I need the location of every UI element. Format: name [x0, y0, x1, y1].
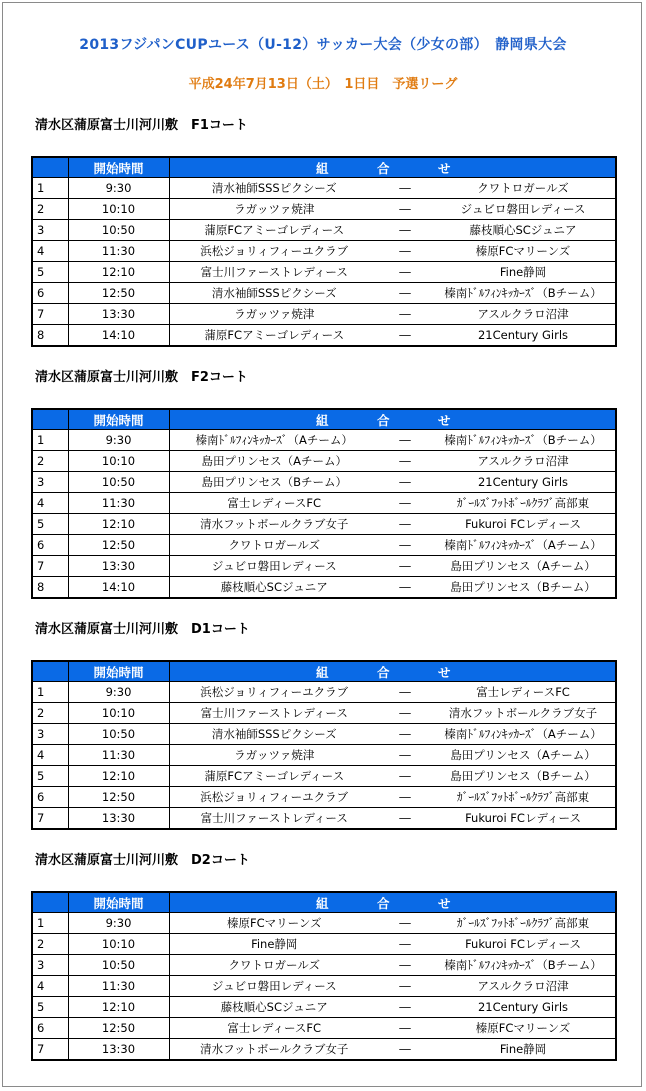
versus-dash: ―: [379, 493, 431, 514]
header-no: [32, 157, 68, 178]
match-no: 2: [32, 199, 68, 220]
versus-dash: ―: [379, 199, 431, 220]
match-time: 12:10: [68, 262, 169, 283]
table-row: [32, 220, 616, 241]
versus-dash: ―: [379, 241, 431, 262]
team-a: 清水袖師SSSピクシーズ: [169, 724, 379, 745]
table-row: [32, 703, 616, 724]
team-a: 清水袖師SSSピクシーズ: [169, 283, 379, 304]
team-b: 榛南ﾄﾞﾙﾌｨﾝｷｯｶｰｽﾞ（Bチーム）: [431, 430, 616, 451]
match-time: 12:50: [68, 283, 169, 304]
versus-dash: ―: [379, 262, 431, 283]
team-b: ｶﾞｰﾙｽﾞﾌｯﾄﾎﾞｰﾙｸﾗﾌﾞ高部東: [431, 913, 616, 934]
team-a: 富士レディースFC: [169, 493, 379, 514]
versus-dash: ―: [379, 451, 431, 472]
versus-dash: ―: [379, 787, 431, 808]
team-b: ジュビロ磐田レディース: [431, 199, 616, 220]
table-row: [32, 976, 616, 997]
match-time: 12:10: [68, 766, 169, 787]
versus-dash: ―: [379, 976, 431, 997]
team-b: 榛南ﾄﾞﾙﾌｨﾝｷｯｶｰｽﾞ（Aチーム）: [431, 724, 616, 745]
table-row: [32, 556, 616, 577]
header-matchup: 組 合 せ: [169, 892, 616, 913]
table-row: [32, 304, 616, 325]
team-b: 島田プリンセス（Aチーム）: [431, 556, 616, 577]
match-no: 6: [32, 1018, 68, 1039]
match-no: 6: [32, 535, 68, 556]
header-matchup: 組 合 せ: [169, 409, 616, 430]
court-title: 清水区蒲原富士川河川敷 F2コート: [35, 370, 248, 385]
team-b: 島田プリンセス（Bチーム）: [431, 766, 616, 787]
team-b: アスルクラロ沼津: [431, 976, 616, 997]
schedule-table: [31, 660, 617, 830]
match-time: 9:30: [68, 430, 169, 451]
match-time: 12:10: [68, 514, 169, 535]
versus-dash: ―: [379, 1018, 431, 1039]
team-a: 蒲原FCアミーゴレディース: [169, 325, 379, 347]
team-a: 富士川ファーストレディース: [169, 262, 379, 283]
team-b: 清水フットボールクラブ女子: [431, 703, 616, 724]
schedule-table: [31, 408, 617, 599]
match-no: 3: [32, 955, 68, 976]
versus-dash: ―: [379, 934, 431, 955]
match-time: 12:50: [68, 1018, 169, 1039]
table-row: [32, 745, 616, 766]
team-b: Fine静岡: [431, 1039, 616, 1061]
match-no: 4: [32, 493, 68, 514]
team-b: 榛南ﾄﾞﾙﾌｨﾝｷｯｶｰｽﾞ（Bチーム）: [431, 955, 616, 976]
table-row: [32, 808, 616, 830]
page-title: 2013フジパンCUPユース（U-12）サッカー大会（少女の部） 静岡県大会: [79, 37, 567, 53]
match-no: 7: [32, 1039, 68, 1061]
table-row: [32, 199, 616, 220]
team-b: ｶﾞｰﾙｽﾞﾌｯﾄﾎﾞｰﾙｸﾗﾌﾞ高部東: [431, 493, 616, 514]
team-a: 蒲原FCアミーゴレディース: [169, 766, 379, 787]
match-time: 12:50: [68, 535, 169, 556]
table-row: [32, 955, 616, 976]
team-b: 島田プリンセス（Bチーム）: [431, 577, 616, 599]
match-time: 10:10: [68, 934, 169, 955]
match-no: 2: [32, 934, 68, 955]
team-b: Fine静岡: [431, 262, 616, 283]
match-no: 5: [32, 766, 68, 787]
team-a: 清水フットボールクラブ女子: [169, 514, 379, 535]
header-matchup: 組 合 せ: [169, 157, 616, 178]
match-time: 10:50: [68, 724, 169, 745]
team-a: 島田プリンセス（Aチーム）: [169, 451, 379, 472]
team-b: アスルクラロ沼津: [431, 304, 616, 325]
match-time: 11:30: [68, 493, 169, 514]
team-a: クワトロガールズ: [169, 535, 379, 556]
match-no: 2: [32, 451, 68, 472]
table-row: [32, 682, 616, 703]
table-header-row: [32, 661, 616, 682]
table-row: [32, 766, 616, 787]
header-start-time: 開始時間: [68, 157, 169, 178]
team-b: クワトロガールズ: [431, 178, 616, 199]
schedule-table: [31, 891, 617, 1061]
match-time: 11:30: [68, 241, 169, 262]
versus-dash: ―: [379, 577, 431, 599]
table-row: [32, 724, 616, 745]
table-header-row: [32, 409, 616, 430]
header-matchup: 組 合 せ: [169, 661, 616, 682]
versus-dash: ―: [379, 178, 431, 199]
match-time: 13:30: [68, 1039, 169, 1061]
versus-dash: ―: [379, 703, 431, 724]
table-header-row: [32, 892, 616, 913]
match-no: 1: [32, 913, 68, 934]
match-time: 10:10: [68, 451, 169, 472]
team-a: 藤枝順心SCジュニア: [169, 577, 379, 599]
match-time: 12:10: [68, 997, 169, 1018]
versus-dash: ―: [379, 283, 431, 304]
match-time: 10:50: [68, 955, 169, 976]
table-row: [32, 787, 616, 808]
header-start-time: 開始時間: [68, 892, 169, 913]
team-a: 清水袖師SSSピクシーズ: [169, 178, 379, 199]
match-no: 5: [32, 514, 68, 535]
table-row: [32, 472, 616, 493]
table-row: [32, 178, 616, 199]
match-no: 6: [32, 283, 68, 304]
court-title: 清水区蒲原富士川河川敷 F1コート: [35, 118, 248, 133]
header-start-time: 開始時間: [68, 661, 169, 682]
match-no: 3: [32, 220, 68, 241]
versus-dash: ―: [379, 220, 431, 241]
team-a: 榛南ﾄﾞﾙﾌｨﾝｷｯｶｰｽﾞ（Aチーム）: [169, 430, 379, 451]
team-a: ラガッツァ焼津: [169, 199, 379, 220]
table-row: [32, 241, 616, 262]
match-time: 13:30: [68, 808, 169, 830]
team-a: ジュビロ磐田レディース: [169, 556, 379, 577]
team-b: 21Century Girls: [431, 325, 616, 347]
match-time: 10:50: [68, 472, 169, 493]
versus-dash: ―: [379, 1039, 431, 1061]
table-row: [32, 430, 616, 451]
team-b: 榛原FCマリーンズ: [431, 241, 616, 262]
team-b: Fukuroi FCレディース: [431, 514, 616, 535]
match-no: 4: [32, 976, 68, 997]
match-no: 8: [32, 577, 68, 599]
versus-dash: ―: [379, 514, 431, 535]
team-b: 21Century Girls: [431, 472, 616, 493]
table-row: [32, 451, 616, 472]
match-no: 7: [32, 808, 68, 830]
team-a: 蒲原FCアミーゴレディース: [169, 220, 379, 241]
team-b: 富士レディースFC: [431, 682, 616, 703]
table-row: [32, 493, 616, 514]
match-no: 3: [32, 472, 68, 493]
match-no: 8: [32, 325, 68, 347]
team-a: 富士川ファーストレディース: [169, 703, 379, 724]
versus-dash: ―: [379, 325, 431, 347]
versus-dash: ―: [379, 472, 431, 493]
versus-dash: ―: [379, 556, 431, 577]
versus-dash: ―: [379, 682, 431, 703]
table-row: [32, 997, 616, 1018]
court-title: 清水区蒲原富士川河川敷 D1コート: [35, 622, 250, 637]
header-no: [32, 409, 68, 430]
header-no: [32, 661, 68, 682]
team-a: 浜松ジョリィフィーユクラブ: [169, 682, 379, 703]
match-no: 5: [32, 262, 68, 283]
match-no: 4: [32, 241, 68, 262]
versus-dash: ―: [379, 955, 431, 976]
versus-dash: ―: [379, 766, 431, 787]
team-a: 榛原FCマリーンズ: [169, 913, 379, 934]
team-b: 榛原FCマリーンズ: [431, 1018, 616, 1039]
table-row: [32, 283, 616, 304]
team-b: 21Century Girls: [431, 997, 616, 1018]
versus-dash: ―: [379, 997, 431, 1018]
match-no: 5: [32, 997, 68, 1018]
table-row: [32, 1018, 616, 1039]
match-time: 11:30: [68, 745, 169, 766]
match-time: 11:30: [68, 976, 169, 997]
match-no: 7: [32, 304, 68, 325]
table-row: [32, 262, 616, 283]
versus-dash: ―: [379, 724, 431, 745]
team-b: 藤枝順心SCジュニア: [431, 220, 616, 241]
versus-dash: ―: [379, 430, 431, 451]
team-a: 浜松ジョリィフィーユクラブ: [169, 241, 379, 262]
match-no: 1: [32, 682, 68, 703]
team-a: Fine静岡: [169, 934, 379, 955]
versus-dash: ―: [379, 808, 431, 830]
match-no: 3: [32, 724, 68, 745]
match-time: 9:30: [68, 178, 169, 199]
table-row: [32, 514, 616, 535]
team-a: ラガッツァ焼津: [169, 304, 379, 325]
team-b: 島田プリンセス（Aチーム）: [431, 745, 616, 766]
versus-dash: ―: [379, 304, 431, 325]
match-time: 13:30: [68, 304, 169, 325]
match-time: 12:50: [68, 787, 169, 808]
table-row: [32, 535, 616, 556]
versus-dash: ―: [379, 913, 431, 934]
versus-dash: ―: [379, 745, 431, 766]
header-no: [32, 892, 68, 913]
team-b: ｶﾞｰﾙｽﾞﾌｯﾄﾎﾞｰﾙｸﾗﾌﾞ高部東: [431, 787, 616, 808]
page-subtitle: 平成24年7月13日（土） 1日目 予選リーグ: [188, 77, 458, 92]
team-a: 富士レディースFC: [169, 1018, 379, 1039]
versus-dash: ―: [379, 535, 431, 556]
schedule-table: [31, 156, 617, 347]
match-time: 14:10: [68, 577, 169, 599]
team-a: 浜松ジョリィフィーユクラブ: [169, 787, 379, 808]
team-b: 榛南ﾄﾞﾙﾌｨﾝｷｯｶｰｽﾞ（Aチーム）: [431, 535, 616, 556]
team-a: 藤枝順心SCジュニア: [169, 997, 379, 1018]
match-no: 6: [32, 787, 68, 808]
table-row: [32, 913, 616, 934]
table-row: [32, 577, 616, 599]
table-row: [32, 1039, 616, 1061]
match-time: 13:30: [68, 556, 169, 577]
table-row: [32, 325, 616, 347]
team-b: アスルクラロ沼津: [431, 451, 616, 472]
team-a: 富士川ファーストレディース: [169, 808, 379, 830]
header-start-time: 開始時間: [68, 409, 169, 430]
match-no: 2: [32, 703, 68, 724]
team-a: 清水フットボールクラブ女子: [169, 1039, 379, 1061]
match-no: 4: [32, 745, 68, 766]
team-a: ラガッツァ焼津: [169, 745, 379, 766]
team-b: 榛南ﾄﾞﾙﾌｨﾝｷｯｶｰｽﾞ（Bチーム）: [431, 283, 616, 304]
match-no: 7: [32, 556, 68, 577]
match-time: 10:50: [68, 220, 169, 241]
team-a: 島田プリンセス（Bチーム）: [169, 472, 379, 493]
team-a: クワトロガールズ: [169, 955, 379, 976]
table-header-row: [32, 157, 616, 178]
court-title: 清水区蒲原富士川河川敷 D2コート: [35, 853, 250, 868]
team-b: Fukuroi FCレディース: [431, 934, 616, 955]
team-a: ジュビロ磐田レディース: [169, 976, 379, 997]
match-time: 9:30: [68, 682, 169, 703]
match-no: 1: [32, 430, 68, 451]
match-time: 10:10: [68, 199, 169, 220]
match-time: 10:10: [68, 703, 169, 724]
match-time: 14:10: [68, 325, 169, 347]
team-b: Fukuroi FCレディース: [431, 808, 616, 830]
match-time: 9:30: [68, 913, 169, 934]
match-no: 1: [32, 178, 68, 199]
table-row: [32, 934, 616, 955]
